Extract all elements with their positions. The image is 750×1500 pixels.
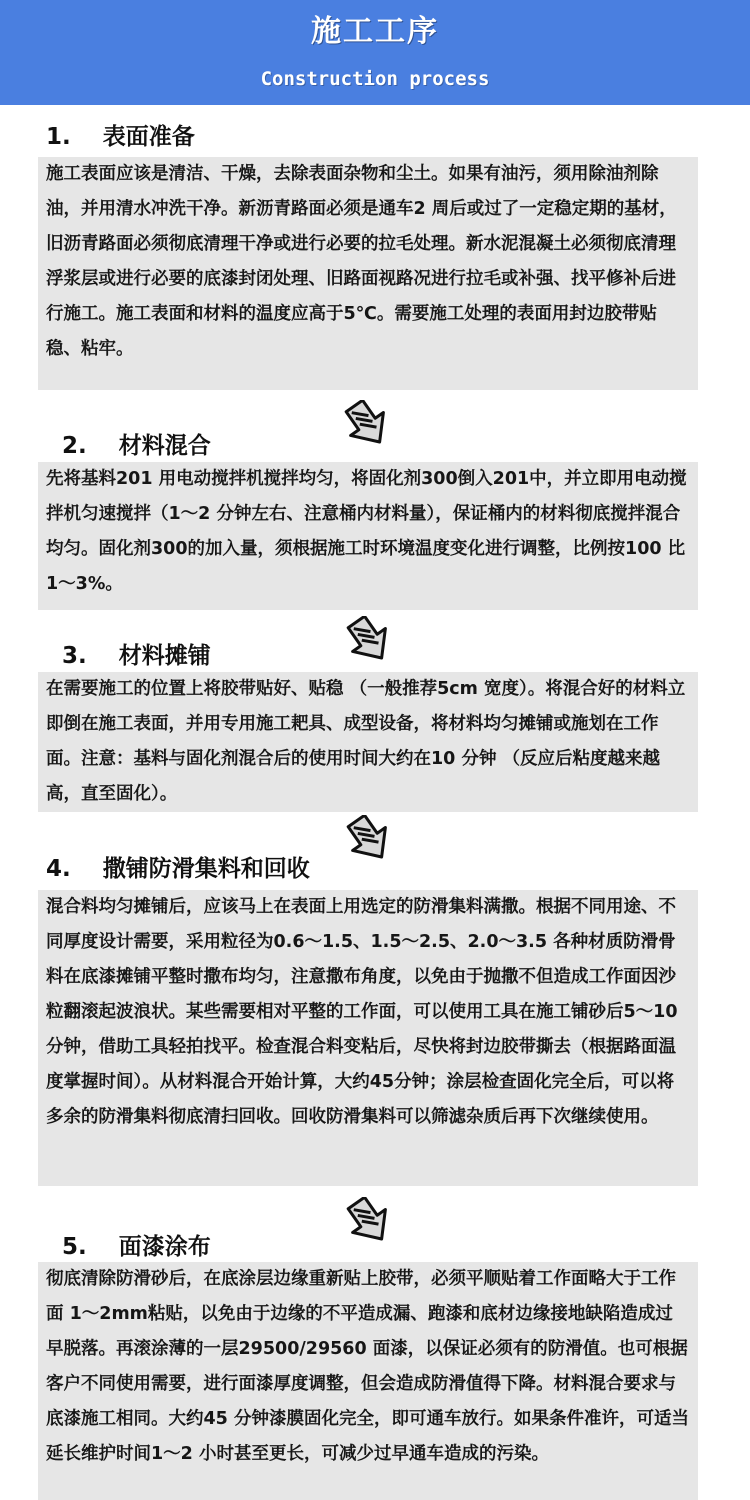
down-arrow-icon: [345, 815, 393, 863]
down-arrow-icon: [343, 400, 391, 448]
step-3-heading: [62, 637, 211, 670]
step-5-heading: [62, 1228, 211, 1261]
step-number: 5.: [62, 1234, 87, 1260]
step-4-heading: [46, 850, 310, 883]
step-number: 3.: [62, 643, 87, 669]
header-banner: [0, 0, 750, 105]
step-number: 4.: [46, 856, 71, 882]
page-subtitle: Construction process: [260, 68, 490, 90]
step-title: 撒铺防滑集料和回收: [102, 856, 310, 882]
step-title: 面漆涂布: [118, 1234, 211, 1260]
step-1-heading: [46, 118, 195, 151]
page-title: 施工工序: [311, 14, 439, 49]
down-arrow-icon: [345, 1197, 393, 1245]
step-title: 材料摊铺: [118, 643, 211, 669]
step-5-text: 彻底清除防滑砂后，在底涂层边缘重新贴上胶带，必须平顺贴着工作面略大于工作面 1～2mm粘贴，以免由于边缘的不平造成漏、跑漆和底材边缘接地缺陷造成过早脱落。再滚涂薄的一层29500/29560 面漆，以保证必须有的防滑值。也可根据客户不同使用需要，进行面漆厚度调整，但会造成防滑值得下降。材料混合要求与底漆施工相同。大约45 分钟漆膜固化完全，即可通车放行。如果条件准许，可适当延长维护时间1～2 小时甚至更长，可减少过早通车造成的污染。: [38, 1262, 698, 1500]
step-3-text: 在需要施工的位置上将胶带贴好、贴稳 （一般推荐5cm 宽度）。将混合好的材料立即倒在施工表面，并用专用施工耙具、成型设备，将材料均匀摊铺或施划在工作面。注意：基料与固化剂混合后的使用时间大约在10 分钟 （反应后粘度越来越高，直至固化）。: [38, 672, 698, 812]
step-title: 表面准备: [102, 124, 195, 150]
down-arrow-icon: [345, 616, 393, 664]
step-title: 材料混合: [118, 433, 211, 459]
step-2-text: 先将基料201 用电动搅拌机搅拌均匀，将固化剂300倒入201中，并立即用电动搅拌机匀速搅拌（1～2 分钟左右、注意桶内材料量），保证桶内的材料彻底搅拌混合均匀。固化剂300的加入量，须根据施工时环境温度变化进行调整，比例按100 比1～3%。: [38, 462, 698, 610]
step-4-text: 混合料均匀摊铺后，应该马上在表面上用选定的防滑集料满撒。根据不同用途、不同厚度设计需要，采用粒径为0.6～1.5、1.5～2.5、2.0～3.5 各种材质防滑骨料在底漆摊铺平整时撒布均匀，注意撒布角度，以免由于抛撒不但造成工作面因沙粒翻滚起波浪状。某些需要相对平整的工作面，可以使用工具在施工铺砂后5～10 分钟，借助工具轻拍找平。检查混合料变粘后，尽快将封边胶带撕去（根据路面温度掌握时间）。从材料混合开始计算，大约45分钟；涂层检查固化完全后，可以将多余的防滑集料彻底清扫回收。回收防滑集料可以筛滤杂质后再下次继续使用。: [38, 890, 698, 1186]
step-number: 2.: [62, 433, 87, 459]
step-2-heading: [62, 427, 211, 460]
step-1-text: 施工表面应该是清洁、干燥，去除表面杂物和尘土。如果有油污，须用除油剂除油，并用清水冲洗干净。新沥青路面必须是通车2 周后或过了一定稳定期的基材，旧沥青路面必须彻底清理干净或进行必要的拉毛处理。新水泥混凝土必须彻底清理浮浆层或进行必要的底漆封闭处理、旧路面视路况进行拉毛或补强、找平修补后进行施工。施工表面和材料的温度应高于5℃。需要施工处理的表面用封边胶带贴稳、粘牢。: [38, 157, 698, 390]
step-number: 1.: [46, 124, 71, 150]
